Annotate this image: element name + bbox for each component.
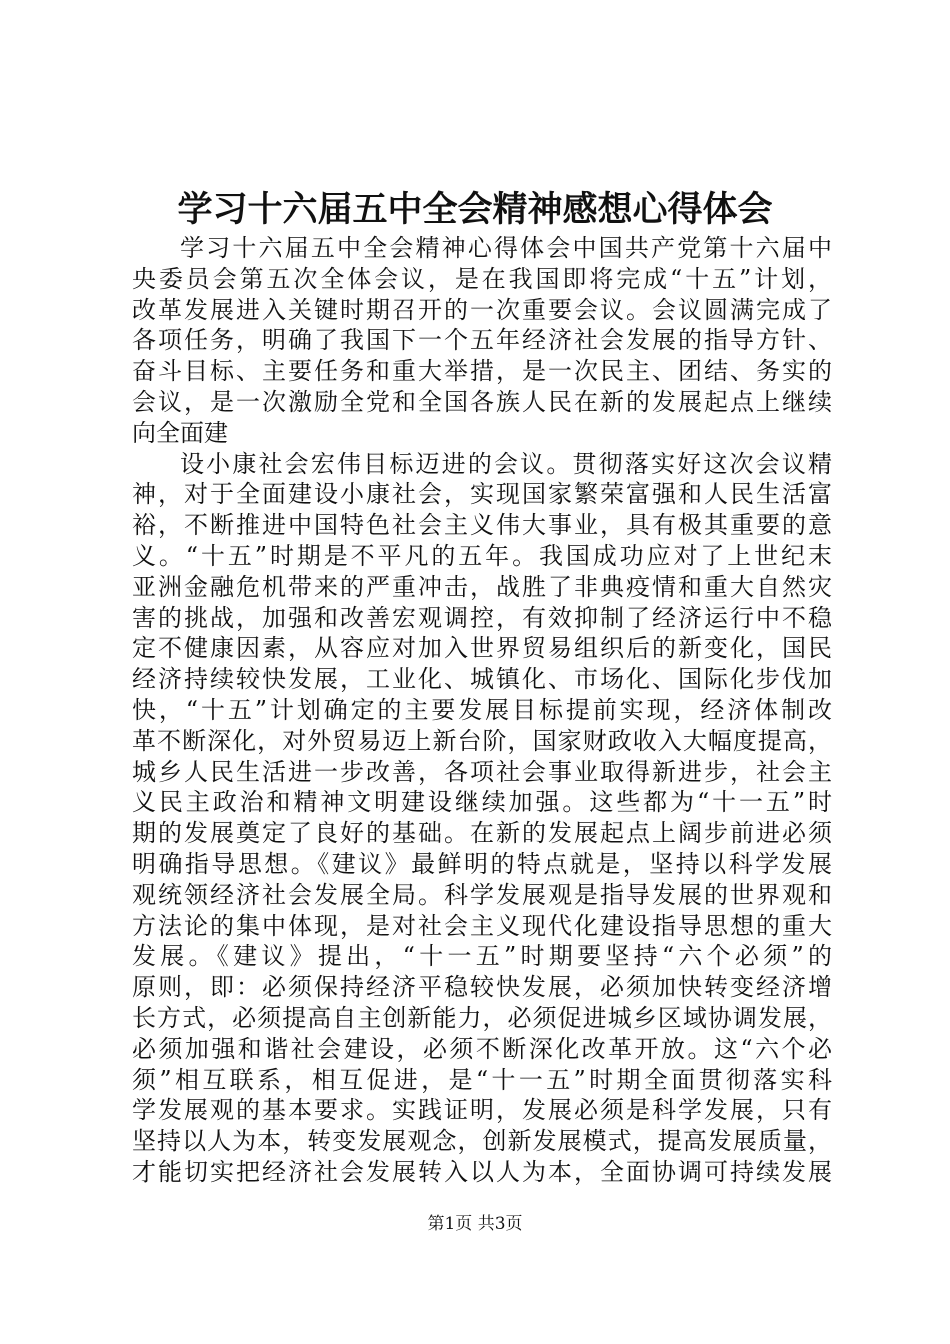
text-line: 央委员会第五次全体会议，是在我国即将完成“十五”计划， [132, 264, 832, 293]
text-line: 长方式，必须提高自主创新能力，必须促进城乡区域协调发展， [132, 1003, 832, 1032]
text-line: 奋斗目标、主要任务和重大举措，是一次民主、团结、务实的 [132, 357, 832, 386]
text-line: 须”相互联系，相互促进，是“十一五”时期全面贯彻落实科 [132, 1065, 832, 1094]
text-line: 各项任务，明确了我国下一个五年经济社会发展的指导方针、 [132, 326, 832, 355]
text-line: 设小康社会宏伟目标迈进的会议。贯彻落实好这次会议精 [180, 449, 832, 478]
text-line: 害的挑战，加强和改善宏观调控，有效抑制了经济运行中不稳 [132, 603, 832, 632]
text-line: 快，“十五”计划确定的主要发展目标提前实现，经济体制改 [132, 695, 832, 724]
paragraph [132, 233, 832, 449]
text-line: 学发展观的基本要求。实践证明，发展必须是科学发展，只有 [132, 1096, 832, 1125]
text-line: 发展。《建议》提出，“十一五”时期要坚持“六个必须”的 [132, 942, 832, 971]
text-line: 向全面建 [132, 418, 228, 447]
document-body [132, 233, 832, 1188]
text-line: 城乡人民生活进一步改善，各项社会事业取得新进步，社会主 [132, 757, 832, 786]
page-number: 第1页 共3页 [427, 1214, 523, 1234]
text-line: 学习十六届五中全会精神心得体会中国共产党第十六届中 [180, 234, 832, 262]
text-line: 经济持续较快发展，工业化、城镇化、市场化、国际化步伐加 [132, 665, 832, 694]
document-title: 学习十六届五中全会精神感想心得体会 [177, 189, 773, 230]
text-line: 原则，即：必须保持经济平稳较快发展，必须加快转变经济增 [132, 973, 832, 1002]
text-line: 革不断深化，对外贸易迈上新台阶，国家财政收入大幅度提高， [132, 726, 832, 755]
text-line: 定不健康因素，从容应对加入世界贸易组织后的新变化，国民 [132, 634, 832, 663]
text-line: 会议，是一次激励全党和全国各族人民在新的发展起点上继续 [132, 387, 832, 416]
text-line: 义。“十五”时期是不平凡的五年。我国成功应对了上世纪末 [132, 541, 832, 570]
text-line: 神，对于全面建设小康社会，实现国家繁荣富强和人民生活富 [132, 480, 832, 509]
text-line: 必须加强和谐社会建设，必须不断深化改革开放。这“六个必 [132, 1034, 832, 1063]
text-line: 期的发展奠定了良好的基础。在新的发展起点上阔步前进必须 [132, 819, 832, 848]
text-line: 改革发展进入关键时期召开的一次重要会议。会议圆满完成了 [132, 295, 832, 324]
text-line: 才能切实把经济社会发展转入以人为本，全面协调可持续发展 [132, 1157, 832, 1186]
paragraph [132, 449, 832, 1188]
text-line: 坚持以人为本，转变发展观念，创新发展模式，提高发展质量， [132, 1127, 832, 1156]
text-line: 观统领经济社会发展全局。科学发展观是指导发展的世界观和 [132, 880, 832, 909]
text-line: 方法论的集中体现，是对社会主义现代化建设指导思想的重大 [132, 911, 832, 940]
text-line: 明确指导思想。《建议》最鲜明的特点就是，坚持以科学发展 [132, 849, 832, 878]
text-line: 裕，不断推进中国特色社会主义伟大事业，具有极其重要的意 [132, 511, 832, 540]
text-line: 亚洲金融危机带来的严重冲击，战胜了非典疫情和重大自然灾 [132, 572, 832, 601]
text-line: 义民主政治和精神文明建设继续加强。这些都为“十一五”时 [132, 788, 832, 817]
